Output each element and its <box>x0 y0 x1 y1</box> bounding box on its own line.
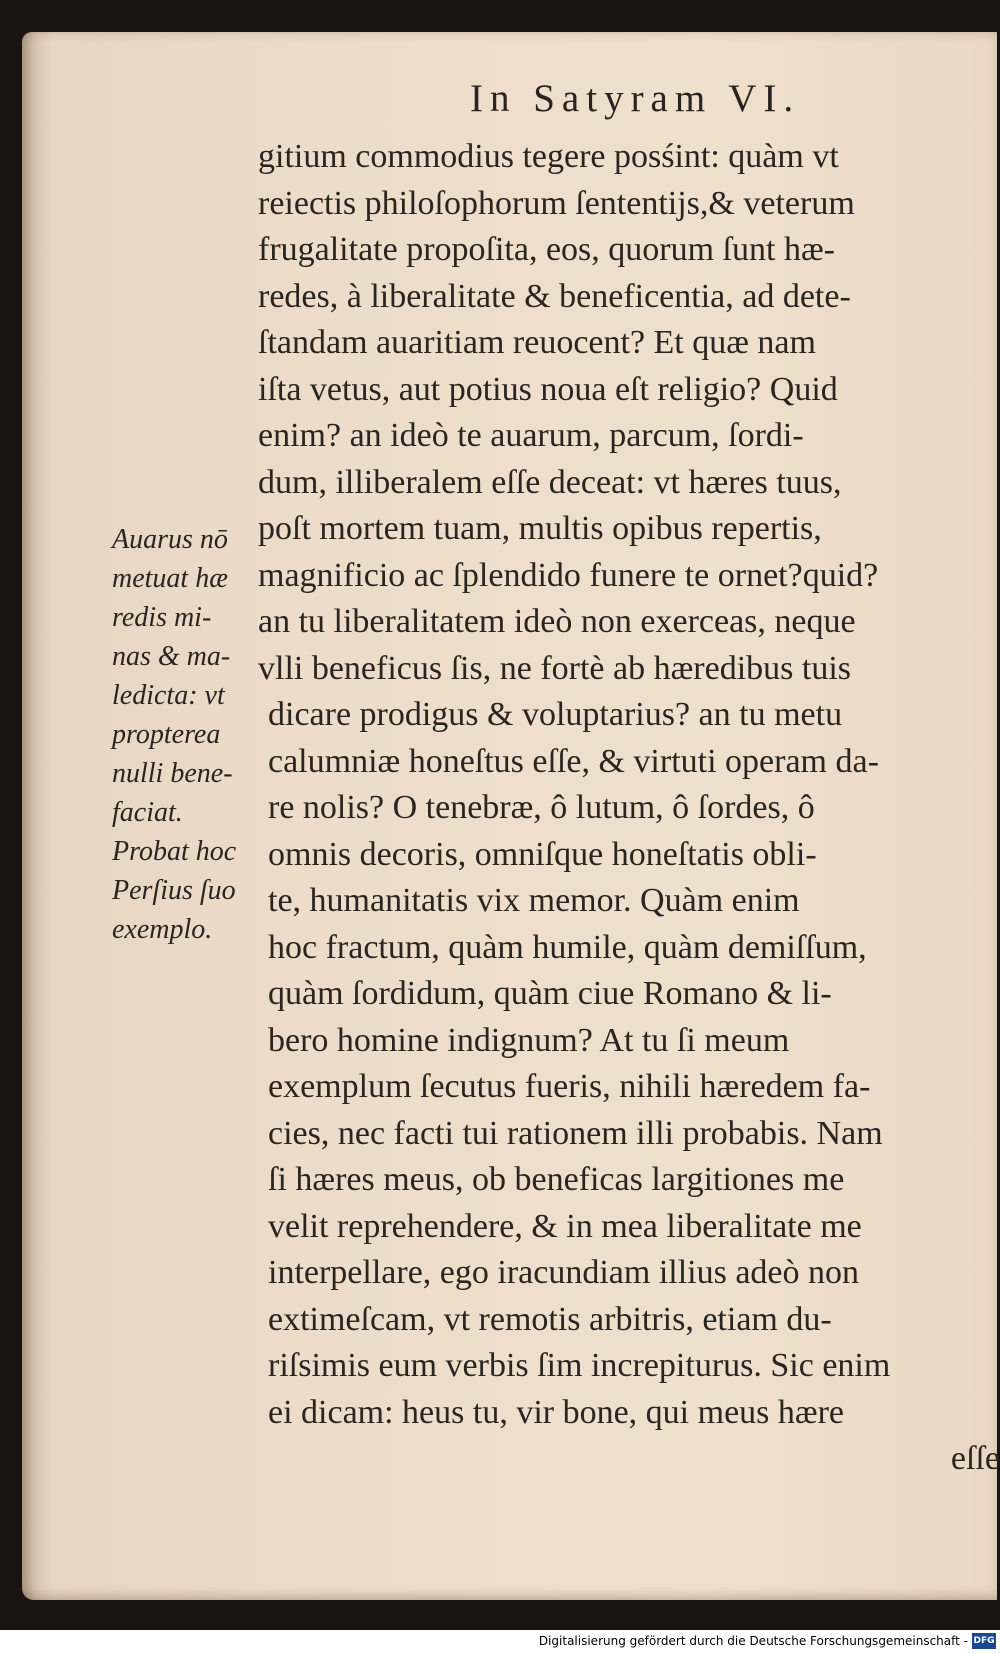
text-line: velit reprehendere, & in mea liberalitate me <box>268 1207 862 1245</box>
margin-note-line: exemplo. <box>112 914 213 945</box>
margin-note-line: redis mi- <box>112 602 212 633</box>
margin-note-line: Auarus nō <box>112 524 228 555</box>
text-line: redes, à liberalitate & beneficentia, ad dete- <box>258 277 851 315</box>
margin-note <box>112 520 262 949</box>
margin-note-line: faciat. <box>112 797 183 828</box>
text-line: frugalitate propoſita, eos, quorum ſunt hæ- <box>258 231 835 268</box>
running-head: In Satyram VI. <box>470 77 801 120</box>
text-line: gitium commodius tegere posśint: quàm vt <box>258 138 839 175</box>
text-line: te, humanitatis vix memor. Quàm enim <box>268 882 800 919</box>
margin-note-line: nas & ma- <box>112 641 231 672</box>
margin-note-line: nulli bene- <box>112 758 233 789</box>
margin-note-line: Probat hoc <box>112 836 237 867</box>
catchword: eſſe <box>950 1440 1000 1477</box>
margin-note-line: Perſius ſuo <box>112 875 236 906</box>
text-line: iſta vetus, aut potius noua eſt religio? Quid <box>258 370 838 408</box>
funding-credit: Digitalisierung gefördert durch die Deutsche Forschungsgemeinschaft - <box>538 1634 968 1648</box>
text-line: exemplum ſecutus fueris, nihili hæredem fa- <box>268 1068 871 1105</box>
text-line: quàm ſordidum, quàm ciue Romano & li- <box>268 975 832 1012</box>
text-line: ſtandam auaritiam reuocent? Et quæ nam <box>258 324 816 361</box>
text-line: magnificio ac ſplendido funere te ornet?quid? <box>258 556 879 594</box>
text-line: interpellare, ego iracundiam illius adeò non <box>268 1254 860 1291</box>
margin-note-line: metuat hæ <box>112 563 228 594</box>
text-line: riſsimis eum verbis ſim increpiturus. Sic enim <box>268 1347 891 1384</box>
text-line: calumniæ honeſtus eſſe, & virtuti operam da- <box>268 742 879 780</box>
text-line: cies, nec facti tui rationem illi probabis. Nam <box>268 1114 883 1152</box>
text-line: dicare prodigus & voluptarius? an tu metu <box>268 696 843 733</box>
text-line: dum, illiberalem eſſe deceat: vt hæres tuus, <box>258 463 842 501</box>
margin-note-line: ledicta: vt <box>112 680 225 711</box>
text-line: ſi hæres meus, ob beneficas largitiones me <box>268 1161 845 1198</box>
text-line: re nolis? O tenebræ, ô lutum, ô ſordes, ô <box>268 789 815 826</box>
text-line: extimeſcam, vt remotis arbitris, etiam du- <box>268 1300 832 1338</box>
footer <box>0 1630 1000 1654</box>
text-line: poſt mortem tuam, multis opibus repertis, <box>258 510 822 547</box>
text-line: omnis decoris, omniſque honeſtatis obli- <box>268 835 817 873</box>
text-line: enim? an ideò te auarum, parcum, ſordi- <box>258 417 804 454</box>
text-line: bero homine indignum? At tu ſi meum <box>268 1021 790 1059</box>
text-line: vlli beneficus ſis, ne fortè ab hæredibus tuis <box>258 649 851 687</box>
text-line: ei dicam: heus tu, vir bone, qui meus hære <box>268 1393 844 1431</box>
margin-note-line: propterea <box>112 719 221 750</box>
text-line: an tu liberalitatem ideò non exerceas, neque <box>258 603 856 640</box>
text-line: hoc fractum, quàm humile, quàm demiſſum, <box>268 928 867 966</box>
text-line: reiectis philoſophorum ſententijs,& veterum <box>258 184 855 222</box>
body-text <box>258 134 1000 1483</box>
dfg-logo: DFG <box>972 1633 996 1649</box>
